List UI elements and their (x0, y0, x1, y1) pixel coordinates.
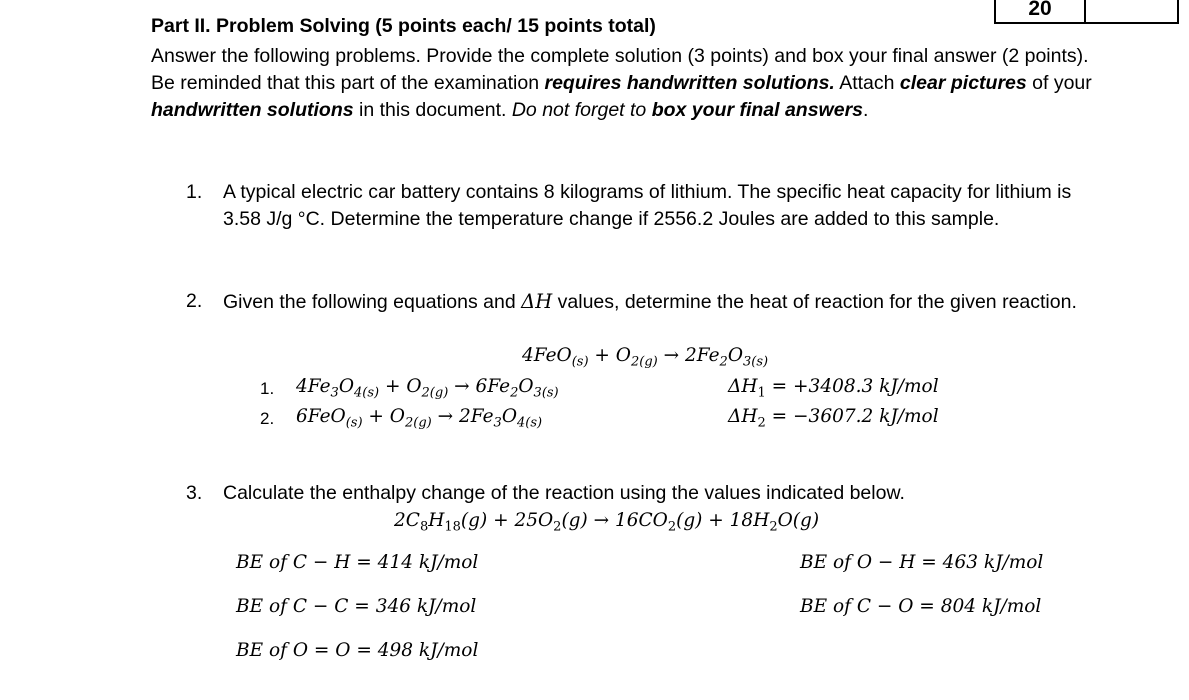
cr-a: 2C (394, 510, 420, 531)
score-blank (1086, 0, 1177, 22)
problem-3 (186, 480, 1086, 508)
step-2-equation (296, 406, 542, 431)
s1-b: 3 (330, 385, 339, 401)
tr-3: O (727, 345, 743, 366)
cr-j: 2 (769, 519, 778, 535)
part-title: Part II. Problem Solving (5 points each/ 15 points total) (151, 15, 656, 37)
problem-1 (186, 179, 1086, 261)
s1-dh: ΔH (728, 376, 758, 397)
instr-text-1: Answer the following problems. Provide the complete solution (3 points) and box your final answer (2 points). Be reminded that this part of the examination (151, 45, 1089, 95)
s2-f: 3 (493, 415, 502, 431)
cr-b: 8 (419, 519, 429, 535)
instructions (151, 43, 1111, 125)
bond-energy-cc (236, 596, 476, 617)
instr-emph-pictures: clear pictures (899, 72, 1027, 95)
be-co-value: 804 kJ/mol (940, 596, 1042, 617)
cr-f: 2 (553, 519, 562, 535)
problem-3-text: Calculate the enthalpy change of the reaction using the values indicated below. (223, 482, 905, 504)
problem-2-text-a: Given the following equations and (223, 291, 522, 313)
s1-f: 2(g) (421, 385, 449, 401)
instr-emph-box: box your final answers (651, 99, 863, 122)
instr-emph-solutions: handwritten solutions (151, 99, 354, 122)
be-cc-label: BE of C − C = (236, 596, 376, 617)
instr-italic-forget: Do not forget to (511, 99, 652, 122)
instr-text-3: Attach (834, 72, 900, 95)
tr-s1: (s) (571, 354, 589, 370)
be-oh-value: 463 kJ/mol (942, 552, 1044, 573)
s2-val: = −3607.2 kJ/mol (765, 406, 939, 427)
combustion-reaction (394, 510, 819, 535)
cr-h: 2 (667, 519, 677, 535)
be-co-label: BE of C − O = (800, 596, 941, 617)
tr-2: + O (588, 345, 631, 366)
tr-s3: 2 (719, 354, 728, 370)
cr-d: 18 (444, 519, 461, 535)
be-oh-label: BE of O − H = (800, 552, 943, 573)
problem-1-text: A typical electric car battery contains 8 kilograms of lithium. The specific heat capacity for lithium is 3.58 J/g °C. Determine the temperature change if 2556.2 Joules are added to this sample. (223, 181, 1072, 231)
cr-e: (g) + 25O (460, 510, 554, 531)
instr-text-5: of your (1026, 72, 1092, 95)
s2-b: (s) (345, 415, 363, 431)
be-oo-value: 498 kJ/mol (377, 640, 479, 661)
instr-emph-handwritten: requires handwritten solutions. (544, 72, 835, 95)
step-2-enthalpy (728, 406, 939, 431)
score-box (994, 0, 1179, 24)
s2-g: O (501, 406, 517, 427)
problem-1-number: 1. (186, 181, 203, 203)
step-1-number: 1. (260, 379, 275, 398)
s1-d: 4(s) (354, 385, 380, 401)
cr-c: H (428, 510, 445, 531)
target-reaction (522, 345, 768, 370)
s1-g: → 6Fe (448, 376, 511, 397)
bond-energy-oo (236, 640, 478, 661)
bond-energy-ch (236, 552, 478, 573)
s2-d: 2(g) (404, 415, 432, 431)
s2-dh: ΔH (728, 406, 758, 427)
be-ch-label: BE of C − H = (236, 552, 378, 573)
score-value: 20 (996, 0, 1086, 22)
problem-2-text-b: values, determine the heat of reaction for the given reaction. (552, 291, 1077, 313)
step-1-enthalpy (728, 376, 939, 401)
problem-2-number: 2. (186, 290, 203, 312)
tr-s2: 2(g) (630, 354, 658, 370)
tr-arrow: → 2Fe (657, 345, 720, 366)
be-ch-value: 414 kJ/mol (377, 552, 479, 573)
problem-2 (186, 288, 1086, 344)
problem-2-text (223, 288, 1083, 316)
instr-text-10: . (863, 99, 869, 122)
step-1-equation (296, 376, 559, 401)
s1-h: 2 (510, 385, 519, 401)
instr-text-7: in this document. (353, 99, 512, 122)
s1-val: = +3408.3 kJ/mol (765, 376, 939, 397)
problem-2-delta-h: ΔH (521, 290, 553, 313)
s2-e: → 2Fe (431, 406, 494, 427)
s1-c: O (338, 376, 354, 397)
s2-h: 4(s) (517, 415, 543, 431)
tr-s4: 3(s) (743, 354, 769, 370)
bond-energy-co (800, 596, 1041, 617)
cr-i: (g) + 18H (676, 510, 770, 531)
s2-dhs: 2 (757, 415, 766, 431)
s1-i: O (518, 376, 534, 397)
s1-dhs: 1 (757, 385, 766, 401)
tr-1: 4FeO (522, 345, 572, 366)
be-oo-label: BE of O = O = (236, 640, 378, 661)
cr-g: (g) → 16CO (561, 510, 668, 531)
be-cc-value: 346 kJ/mol (375, 596, 477, 617)
problem-3-number: 3. (186, 482, 203, 504)
s1-j: 3(s) (533, 385, 559, 401)
s2-c: + O (362, 406, 405, 427)
s2-a: 6FeO (296, 406, 346, 427)
step-2-number: 2. (260, 409, 275, 428)
s1-a: 4Fe (296, 376, 331, 397)
cr-k: O(g) (777, 510, 820, 531)
s1-e: + O (379, 376, 422, 397)
bond-energy-oh (800, 552, 1043, 573)
